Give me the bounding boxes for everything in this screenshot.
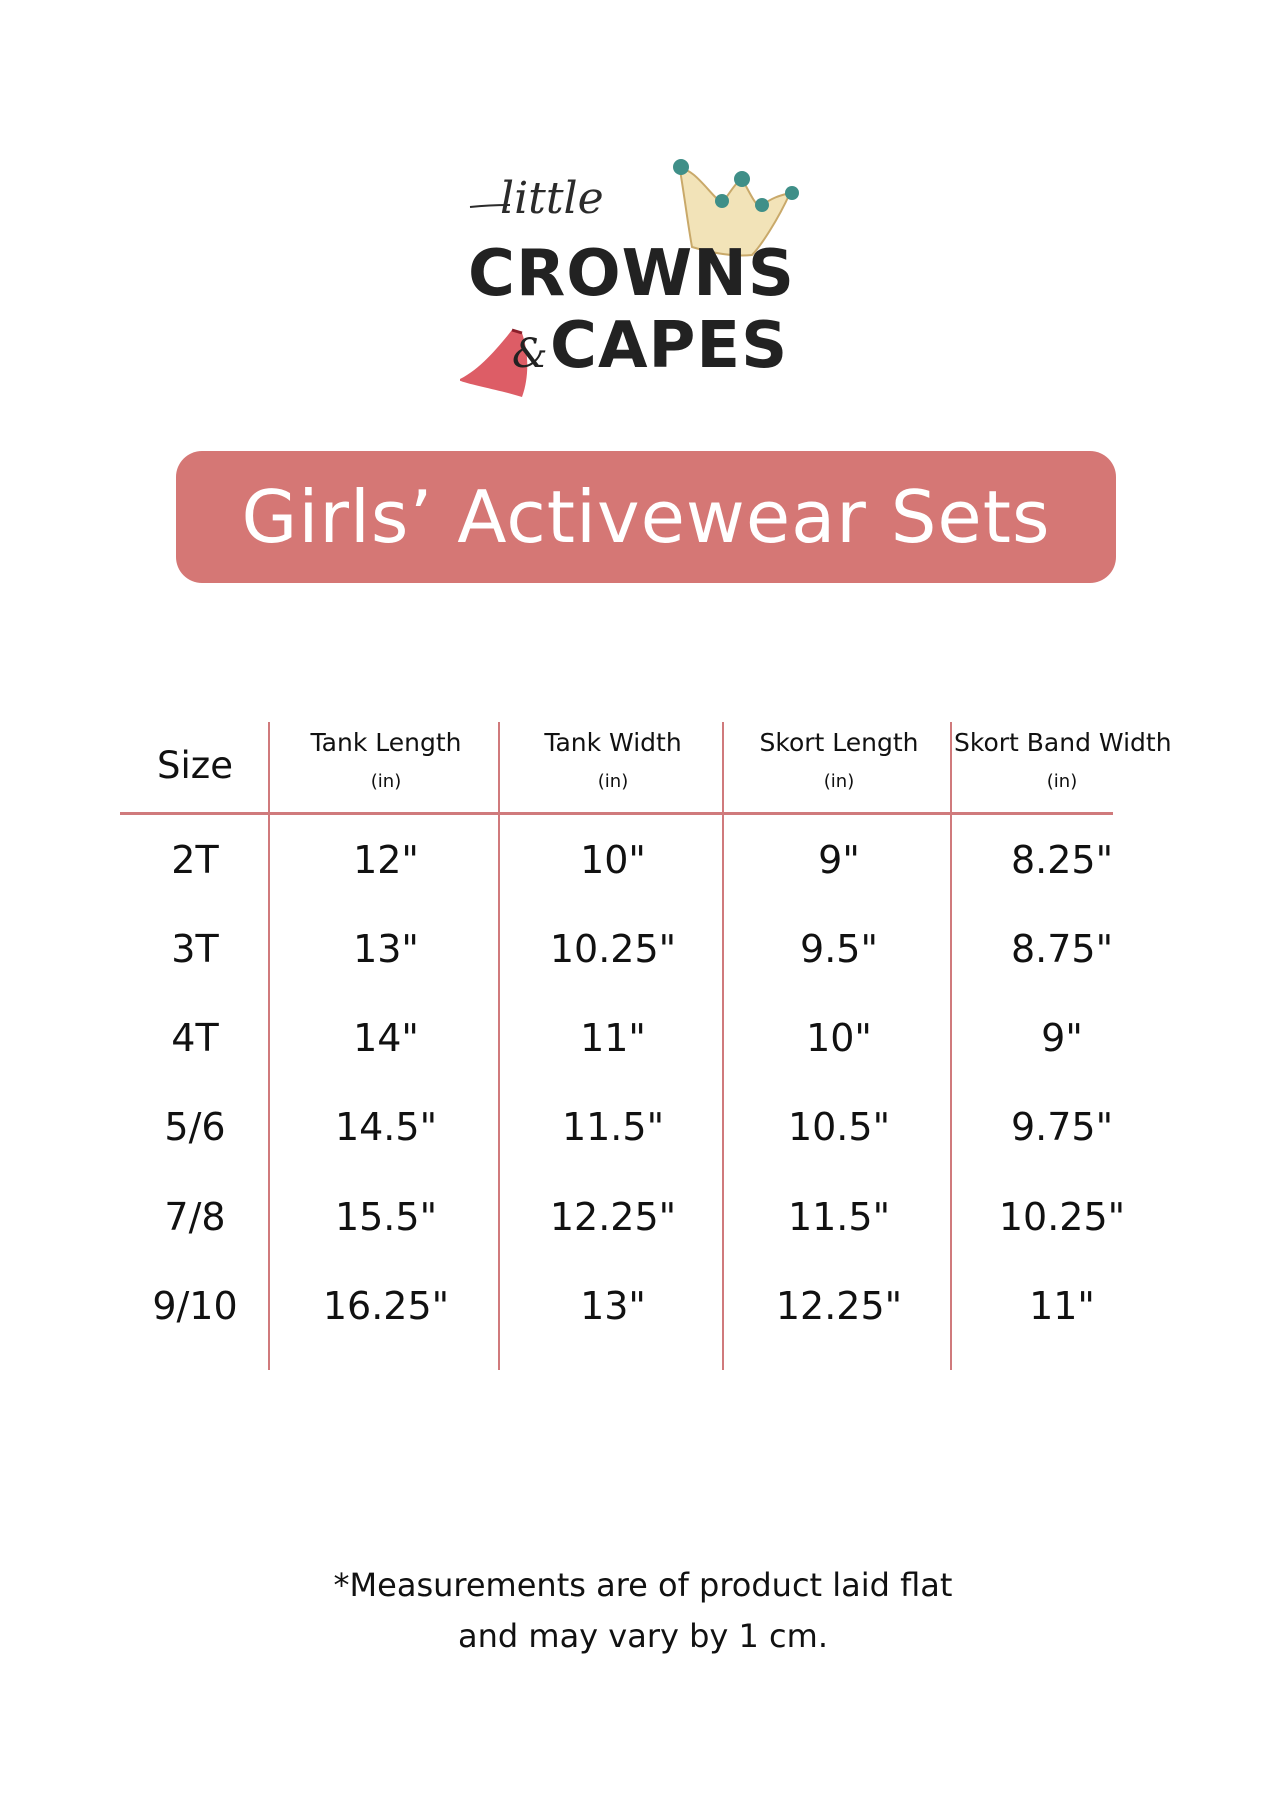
header-skort-length [726,722,952,812]
skort-band-width-cell: 8.75" [1010,927,1114,971]
tank-length-cell: 14.5" [334,1105,438,1149]
tank-width-cell: 12.25" [549,1195,677,1239]
tank-length-cell: 16.25" [322,1284,450,1328]
logo-little-text: little [500,173,604,224]
header-size: Size [157,744,233,787]
skort-length-cell: 12.25" [775,1284,903,1328]
table-row [120,909,1170,989]
size-cell: 4T [171,1016,219,1060]
header-skort-band-width [954,722,1170,812]
tank-width-cell: 10" [580,838,646,882]
skort-length-cell: 10" [806,1016,872,1060]
tank-length-cell: 15.5" [334,1195,438,1239]
skort-band-width-cell: 9" [1041,1016,1083,1060]
skort-length-cell: 9" [818,838,860,882]
footnote-line: and may vary by 1 cm. [458,1617,828,1655]
header-tank-width [502,722,724,812]
header-label: Tank Length [310,728,462,757]
skort-band-width-cell: 8.25" [1010,838,1114,882]
tank-width-cell: 10.25" [549,927,677,971]
header-label: Tank Width [544,728,682,757]
size-cell: 3T [171,927,219,971]
skort-length-cell: 9.5" [800,927,878,971]
size-cell: 9/10 [152,1284,238,1328]
footnote-line: *Measurements are of product laid flat [333,1566,953,1604]
skort-band-width-cell: 11" [1029,1284,1095,1328]
header-unit: (in) [370,771,402,792]
size-cell: 2T [171,838,219,882]
tank-length-cell: 12" [353,838,419,882]
header-unit: (in) [597,771,629,792]
size-cell: 7/8 [164,1195,226,1239]
logo-capes-text: CAPES [550,309,789,383]
logo-ampersand-text: & [512,331,548,377]
header-label: Skort Band Width [954,728,1172,757]
measurement-footnote [0,1560,1286,1662]
table-row [120,1266,1170,1346]
tank-length-cell: 14" [353,1016,419,1060]
logo-crowns-text: CROWNS [468,237,795,311]
header-tank-length [272,722,500,812]
skort-band-width-cell: 10.25" [998,1195,1126,1239]
skort-length-cell: 11.5" [787,1195,891,1239]
header-unit: (in) [823,771,855,792]
table-row [120,820,1170,900]
brand-logo-artwork [460,135,810,425]
table-row [120,1177,1170,1257]
size-chart-table [120,722,1170,1370]
size-cell: 5/6 [164,1105,226,1149]
tank-width-cell: 11.5" [561,1105,665,1149]
table-row [120,998,1170,1078]
title-banner [176,451,1116,583]
tank-width-cell: 13" [580,1284,646,1328]
tank-length-cell: 13" [353,927,419,971]
header-label: Skort Length [759,728,919,757]
page-title: Girls’ Activewear Sets [241,475,1051,559]
skort-length-cell: 10.5" [787,1105,891,1149]
brand-logo [460,135,810,425]
table-row [120,1087,1170,1167]
tank-width-cell: 11" [580,1016,646,1060]
header-unit: (in) [1046,771,1078,792]
skort-band-width-cell: 9.75" [1010,1105,1114,1149]
